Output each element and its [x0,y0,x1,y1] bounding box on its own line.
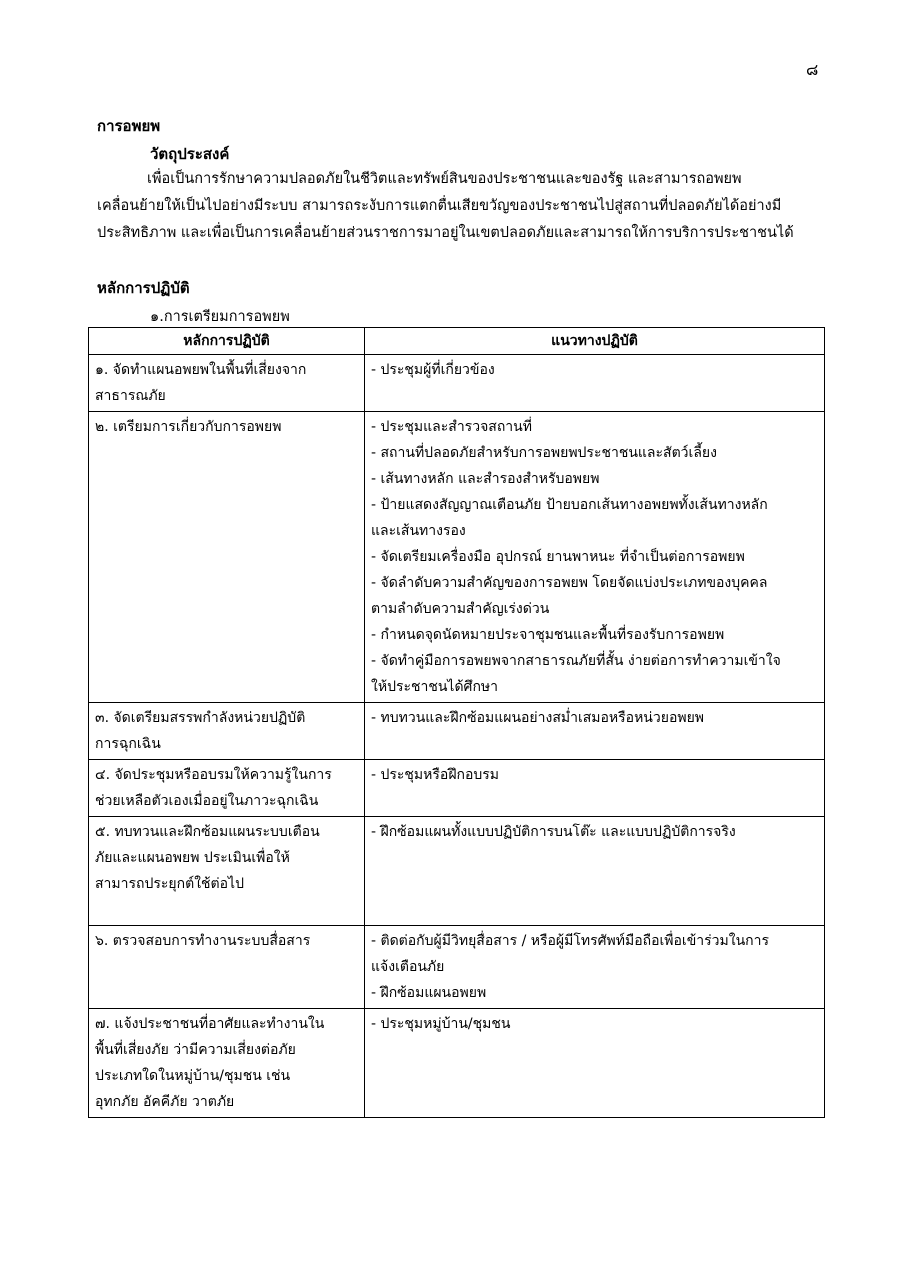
guideline-line: - จัดทำคู่มือการอพยพจากสาธารณภัยที่สั้น ง่ายต่อการทำความเข้าใจ [371,653,781,669]
principles-heading: หลักการปฏิบัติ [97,279,190,297]
principle-cell [89,1009,365,1118]
guideline-line: - ฝึกซ้อมแผนอพยพ [371,985,487,1001]
principle-line: ๓. จัดเตรียมสรรพกำลังหน่วยปฏิบัติ [95,710,306,726]
principle-cell [89,412,365,703]
principle-cell [89,760,365,817]
principle-cell [89,926,365,1009]
table-header-row [89,328,825,355]
page-number: ๘ [806,60,819,79]
principle-line: ภัยและแผนอพยพ ประเมินเพื่อให้ [95,850,290,866]
principle-line: สาธารณภัย [95,388,166,404]
guideline-line: - สถานที่ปลอดภัยสำหรับการอพยพประชาชนและสัตว์เลี้ยง [371,445,717,461]
guideline-line: แจ้งเตือนภัย [371,959,445,975]
principle-line: ๑. จัดทำแผนอพยพในพื้นที่เสี่ยงจาก [95,362,307,378]
subsection-title: ๑.การเตรียมการอพยพ [150,309,290,325]
guideline-cell [365,355,825,412]
principle-line: อุทกภัย อัคคีภัย วาตภัย [95,1094,235,1110]
guideline-line: - จัดเตรียมเครื่องมือ อุปกรณ์ ยานพาหนะ ที่จำเป็นต่อการอพยพ [371,549,745,565]
guideline-line: - ประชุมหมู่บ้าน/ชุมชน [371,1016,511,1032]
principle-line: การฉุกเฉิน [95,736,161,752]
principle-line: พื้นที่เสี่ยงภัย ว่ามีความเสี่ยงต่อภัย [95,1042,296,1058]
table-row [89,355,825,412]
guideline-line: - กำหนดจุดนัดหมายประจาชุมชนและพื้นที่รองรับการอพยพ [371,627,725,643]
principle-line: ๗. แจ้งประชาชนที่อาศัยและทำงานใน [95,1016,325,1032]
guideline-cell [365,412,825,703]
principle-line: สามารถประยุกต์ใช้ต่อไป [95,876,244,892]
table-row [89,926,825,1009]
table-row [89,703,825,760]
guideline-cell [365,926,825,1009]
table-row [89,760,825,817]
principle-line: ๔. จัดประชุมหรืออบรมให้ความรู้ในการ [95,767,332,783]
principle-line: ๒. เตรียมการเกี่ยวกับการอพยพ [95,419,282,435]
guideline-line: - ติดต่อกับผู้มีวิทยุสื่อสาร / หรือผู้มีโทรศัพท์มือถือเพื่อเข้าร่วมในการ [371,933,770,949]
guideline-line: ให้ประชาชนได้ศึกษา [371,679,499,695]
guideline-line: - ประชุมหรือฝึกอบรม [371,767,500,783]
guideline-line: - เส้นทางหลัก และสำรองสำหรับอพยพ [371,471,600,487]
principle-line [95,897,358,923]
principle-line: ช่วยเหลือตัวเองเมื่ออยู่ในภาวะฉุกเฉิน [95,793,319,809]
guideline-line: - ป้ายแสดงสัญญาณเตือนภัย ป้ายบอกเส้นทางอพยพทั้งเส้นทางหลัก [371,497,768,513]
principle-line: ประเภทใดในหมู่บ้าน/ชุมชน เช่น [95,1068,291,1084]
principle-cell [89,703,365,760]
guideline-cell [365,1009,825,1118]
objective-line: เพื่อเป็นการรักษาความปลอดภัยในชีวิตและทรัพย์สินของประชาชนและของรัฐ และสามารถอพยพ [147,171,742,187]
guideline-line: - ทบทวนและฝึกซ้อมแผนอย่างสม่ำเสมอหรือหน่วยอพยพ [371,710,705,726]
table-row [89,817,825,926]
principle-cell [89,355,365,412]
guideline-line: และเส้นทางรอง [371,523,466,539]
objective-paragraph [97,166,829,247]
guideline-line: - จัดลำดับความสำคัญของการอพยพ โดยจัดแบ่งประเภทของบุคคล [371,575,768,591]
objective-line: ประสิทธิภาพ และเพื่อเป็นการเคลื่อนย้ายส่วนราชการมาอยู่ในเขตปลอดภัยและสามารถให้การบริการประชาชนได้ [97,225,794,241]
guideline-cell [365,760,825,817]
objective-heading: วัตถุประสงค์ [150,145,230,163]
guideline-line: - ประชุมและสำรวจสถานที่ [371,419,532,435]
table-row [89,412,825,703]
column-header-principle: หลักการปฏิบัติ [89,328,365,355]
principle-line: ๕. ทบทวนและฝึกซ้อมแผนระบบเตือน [95,824,320,840]
principle-line: ๖. ตรวจสอบการทำงานระบบสื่อสาร [95,933,311,949]
guideline-cell [365,817,825,926]
section-title: การอพยพ [97,117,161,135]
objective-line: เคลื่อนย้ายให้เป็นไปอย่างมีระบบ สามารถระงับการแตกตื่นเสียขวัญของประชาชนไปสู่สถานที่ปลอดภัยได้อย่างมี [97,198,782,214]
principle-cell [89,817,365,926]
guideline-line: - ฝึกซ้อมแผนทั้งแบบปฏิบัติการบนโต๊ะ และแบบปฏิบัติการจริง [371,824,736,840]
guideline-cell [365,703,825,760]
table-row [89,1009,825,1118]
guideline-line: ตามลำดับความสำคัญเร่งด่วน [371,601,550,617]
column-header-guideline: แนวทางปฏิบัติ [365,328,825,355]
guideline-line: - ประชุมผู้ที่เกี่ยวข้อง [371,362,495,378]
practice-table [88,327,825,1118]
